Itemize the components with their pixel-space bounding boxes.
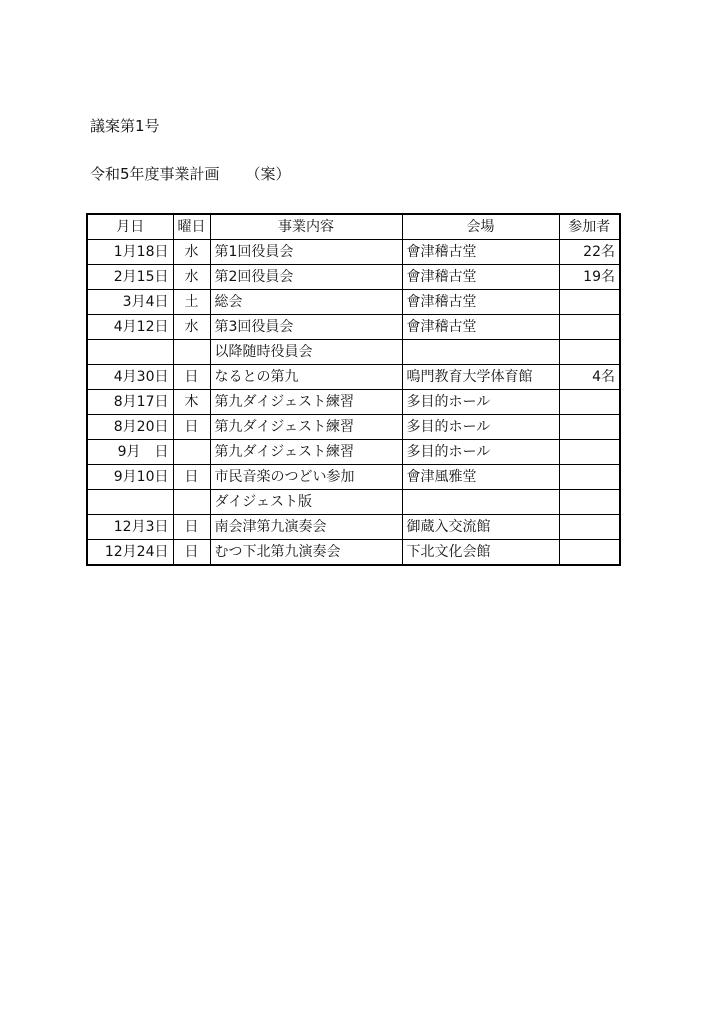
cell-participants bbox=[559, 415, 620, 440]
cell-venue: 會津稽古堂 bbox=[402, 315, 559, 340]
table-row bbox=[87, 440, 620, 465]
cell-venue: 多目的ホール bbox=[402, 440, 559, 465]
cell-participants bbox=[559, 490, 620, 515]
cell-venue: 會津稽古堂 bbox=[402, 290, 559, 315]
header-event: 事業内容 bbox=[210, 214, 402, 240]
cell-date: 12月3日 bbox=[87, 515, 173, 540]
cell-event: 第1回役員会 bbox=[210, 240, 402, 265]
cell-date bbox=[87, 340, 173, 365]
table-row bbox=[87, 540, 620, 566]
cell-participants: 4名 bbox=[559, 365, 620, 390]
cell-venue: 多目的ホール bbox=[402, 415, 559, 440]
table-row bbox=[87, 290, 620, 315]
title-text: 令和5年度事業計画 bbox=[90, 165, 220, 183]
cell-event: なるとの第九 bbox=[210, 365, 402, 390]
header-venue: 会場 bbox=[402, 214, 559, 240]
cell-venue: 下北文化会館 bbox=[402, 540, 559, 566]
cell-day-of-week: 日 bbox=[173, 365, 210, 390]
cell-event: 第九ダイジェスト練習 bbox=[210, 390, 402, 415]
cell-event: ダイジェスト版 bbox=[210, 490, 402, 515]
cell-venue: 多目的ホール bbox=[402, 390, 559, 415]
cell-date: 9月 日 bbox=[87, 440, 173, 465]
table-row bbox=[87, 390, 620, 415]
table-row bbox=[87, 315, 620, 340]
cell-venue: 會津稽古堂 bbox=[402, 265, 559, 290]
cell-day-of-week bbox=[173, 340, 210, 365]
cell-venue: 會津稽古堂 bbox=[402, 240, 559, 265]
cell-date: 2月15日 bbox=[87, 265, 173, 290]
cell-day-of-week bbox=[173, 490, 210, 515]
cell-day-of-week: 水 bbox=[173, 240, 210, 265]
cell-day-of-week: 日 bbox=[173, 415, 210, 440]
table-row bbox=[87, 465, 620, 490]
cell-venue: 會津風雅堂 bbox=[402, 465, 559, 490]
cell-day-of-week: 土 bbox=[173, 290, 210, 315]
table-row bbox=[87, 490, 620, 515]
cell-date bbox=[87, 490, 173, 515]
cell-participants bbox=[559, 340, 620, 365]
table-header-row bbox=[87, 214, 620, 240]
cell-date: 3月4日 bbox=[87, 290, 173, 315]
cell-event: 以降随時役員会 bbox=[210, 340, 402, 365]
cell-event: 南会津第九演奏会 bbox=[210, 515, 402, 540]
cell-event: 市民音楽のつどい参加 bbox=[210, 465, 402, 490]
cell-day-of-week: 水 bbox=[173, 265, 210, 290]
cell-date: 4月12日 bbox=[87, 315, 173, 340]
table-row bbox=[87, 240, 620, 265]
cell-participants: 22名 bbox=[559, 240, 620, 265]
cell-venue bbox=[402, 340, 559, 365]
cell-date: 8月20日 bbox=[87, 415, 173, 440]
cell-day-of-week: 日 bbox=[173, 540, 210, 566]
table-row bbox=[87, 515, 620, 540]
table-row bbox=[87, 365, 620, 390]
cell-event: 第九ダイジェスト練習 bbox=[210, 440, 402, 465]
cell-day-of-week: 日 bbox=[173, 515, 210, 540]
cell-day-of-week: 日 bbox=[173, 465, 210, 490]
cell-day-of-week bbox=[173, 440, 210, 465]
cell-participants bbox=[559, 540, 620, 566]
draft-mark: （案） bbox=[245, 165, 291, 183]
cell-event: むつ下北第九演奏会 bbox=[210, 540, 402, 566]
cell-participants bbox=[559, 440, 620, 465]
cell-date: 4月30日 bbox=[87, 365, 173, 390]
table-row bbox=[87, 340, 620, 365]
cell-venue: 鳴門教育大学体育館 bbox=[402, 365, 559, 390]
header-day-of-week: 曜日 bbox=[173, 214, 210, 240]
cell-event: 総会 bbox=[210, 290, 402, 315]
table-row bbox=[87, 415, 620, 440]
cell-event: 第3回役員会 bbox=[210, 315, 402, 340]
document-number: 議案第1号 bbox=[90, 117, 160, 135]
header-participants: 参加者 bbox=[559, 214, 620, 240]
cell-event: 第九ダイジェスト練習 bbox=[210, 415, 402, 440]
schedule-table bbox=[86, 213, 621, 566]
cell-date: 12月24日 bbox=[87, 540, 173, 566]
document-title bbox=[90, 165, 291, 183]
cell-day-of-week: 木 bbox=[173, 390, 210, 415]
cell-date: 8月17日 bbox=[87, 390, 173, 415]
cell-date: 1月18日 bbox=[87, 240, 173, 265]
cell-participants bbox=[559, 465, 620, 490]
cell-date: 9月10日 bbox=[87, 465, 173, 490]
header-date: 月日 bbox=[87, 214, 173, 240]
cell-participants bbox=[559, 515, 620, 540]
cell-event: 第2回役員会 bbox=[210, 265, 402, 290]
cell-venue: 御蔵入交流館 bbox=[402, 515, 559, 540]
cell-venue bbox=[402, 490, 559, 515]
table-row bbox=[87, 265, 620, 290]
cell-participants: 19名 bbox=[559, 265, 620, 290]
cell-participants bbox=[559, 315, 620, 340]
cell-day-of-week: 水 bbox=[173, 315, 210, 340]
cell-participants bbox=[559, 290, 620, 315]
cell-participants bbox=[559, 390, 620, 415]
